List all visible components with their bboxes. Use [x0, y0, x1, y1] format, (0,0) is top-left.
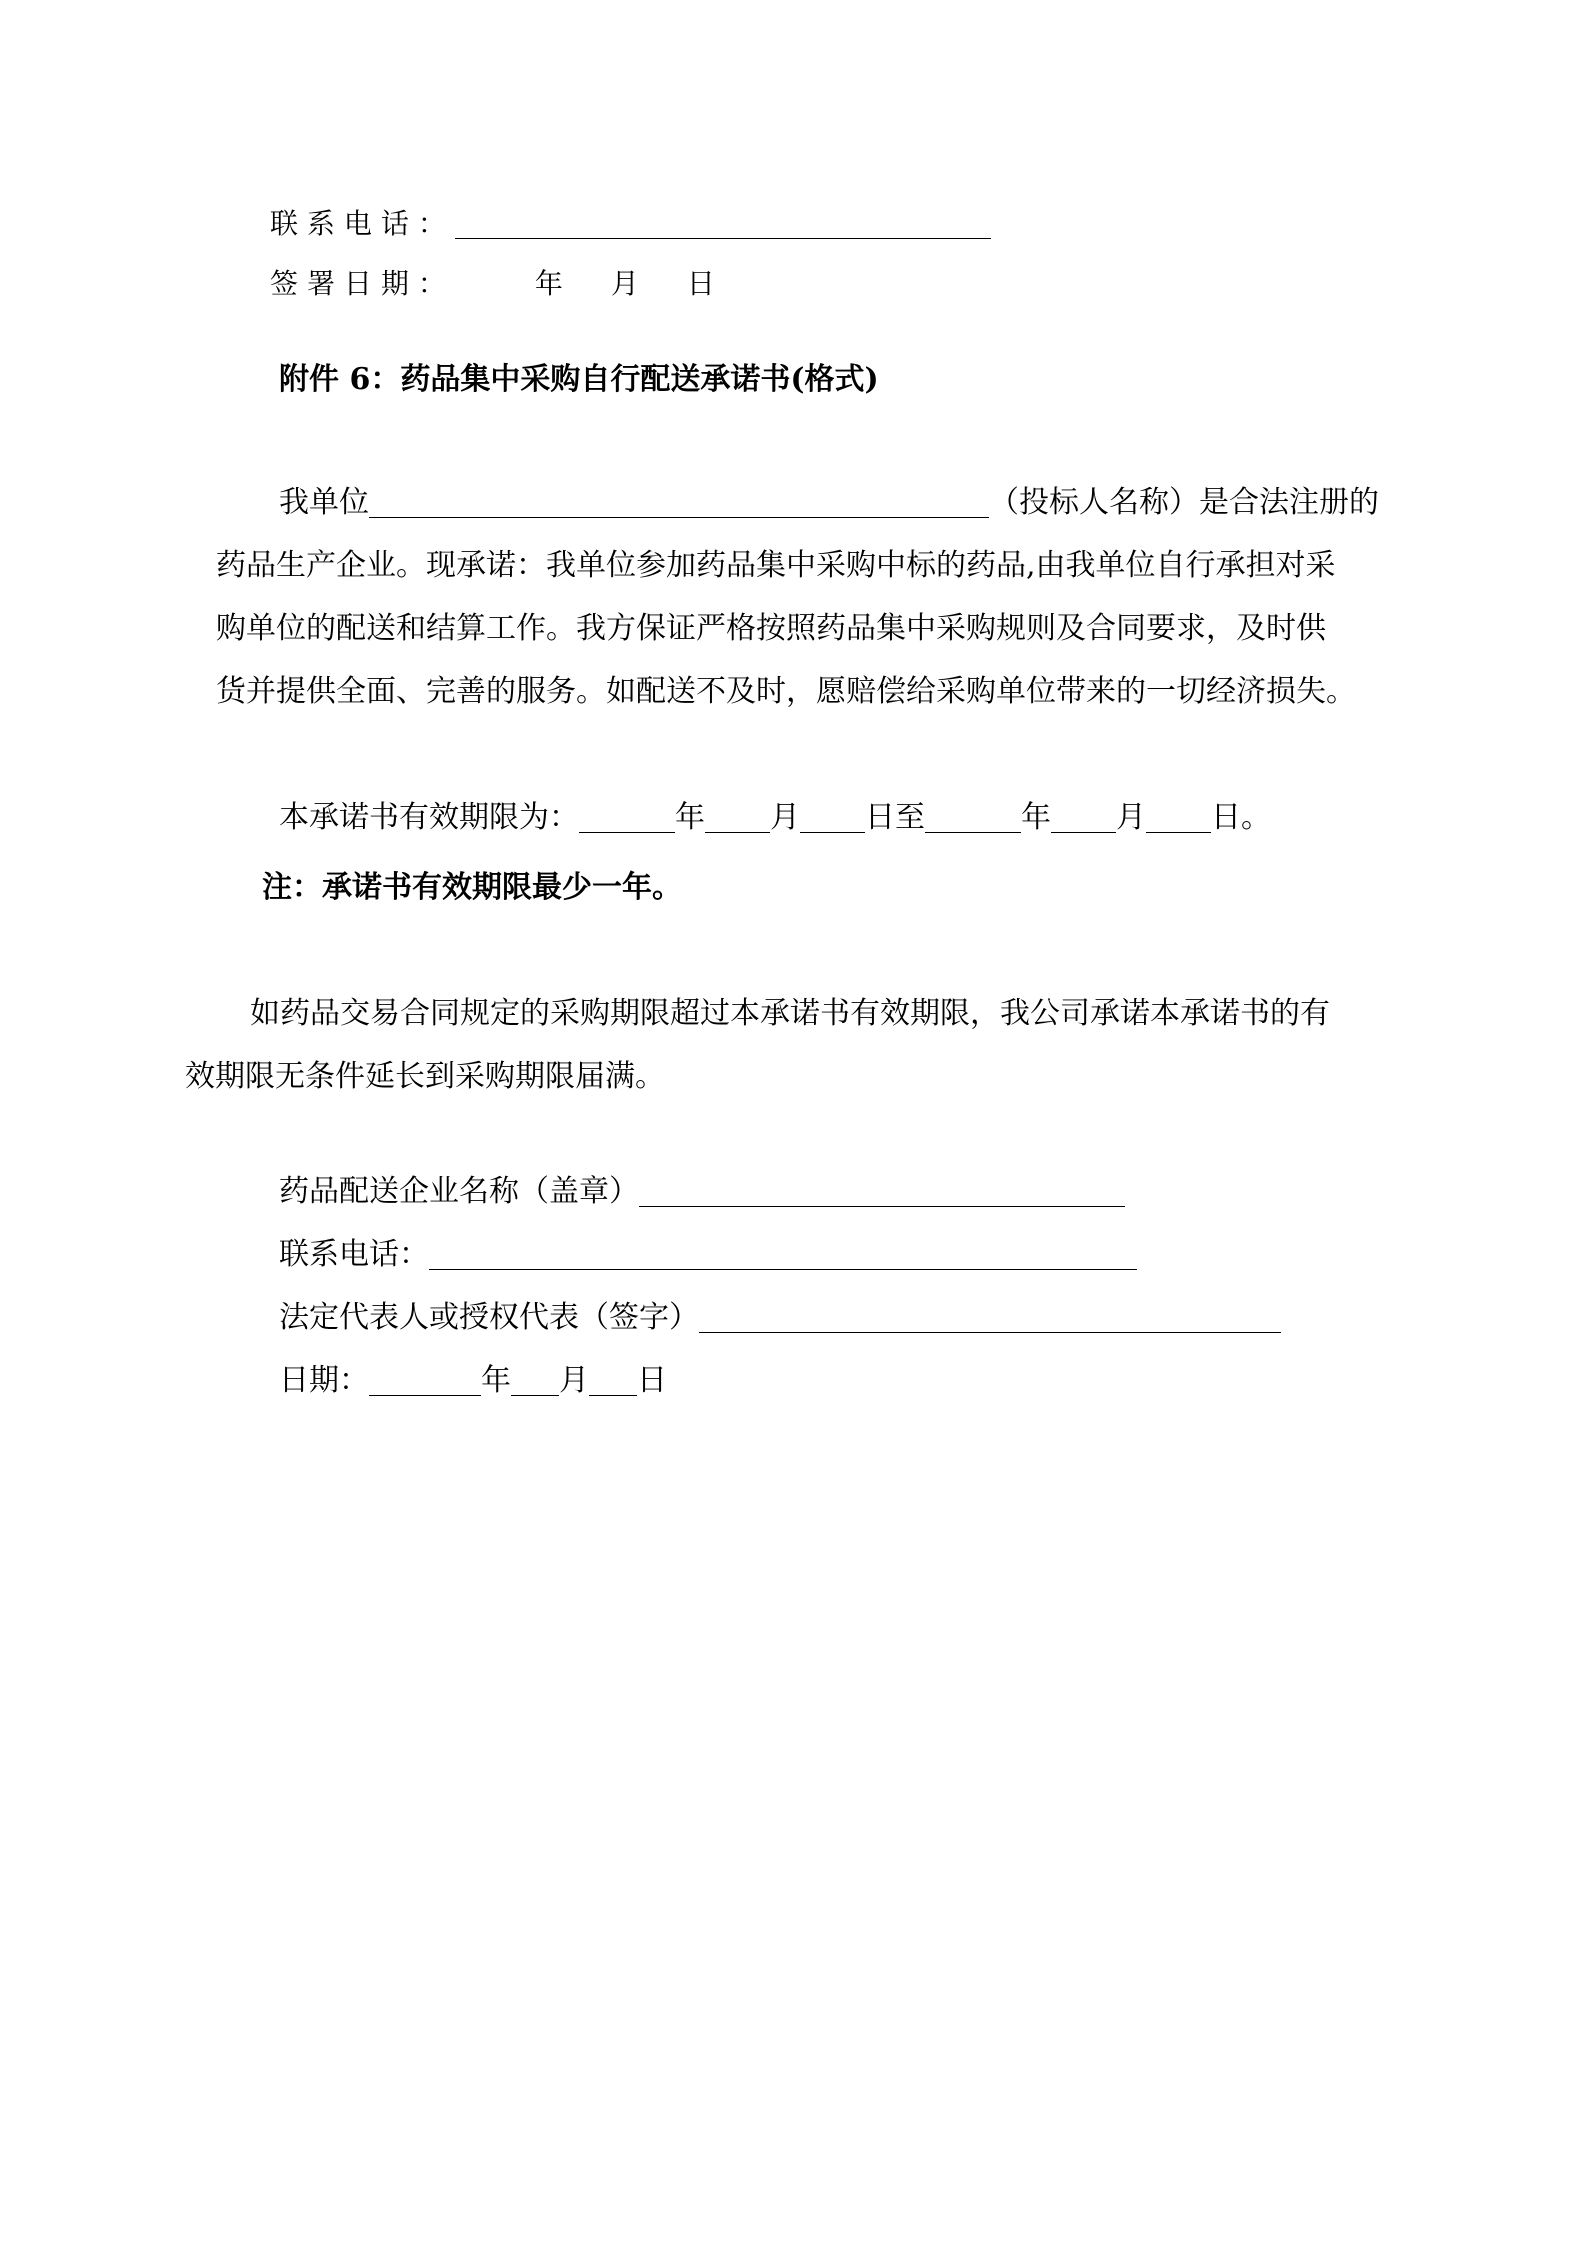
- validity-end-month: 月: [1116, 800, 1146, 835]
- attachment-title: 附件 6：药品集中采购自行配送承诺书(格式): [279, 362, 879, 397]
- commitment-line-2: 药品生产企业。现承诺：我单位参加药品集中采购中标的药品,由我单位自行承担对采: [216, 548, 1336, 583]
- validity-day-end: 日。: [1211, 800, 1271, 835]
- rep-signature-blank: [699, 1302, 1281, 1333]
- signoff-phone-line: [279, 1239, 1137, 1270]
- prev-year: 年: [534, 267, 563, 300]
- validity-end-day-blank: [1146, 802, 1211, 833]
- validity-end-month-blank: [1051, 802, 1116, 833]
- signoff-company-line: [279, 1176, 1125, 1207]
- signoff-day-blank: [589, 1365, 637, 1396]
- signoff-phone-label: 联系电话：: [279, 1237, 429, 1272]
- signoff-rep-line: [279, 1302, 1281, 1333]
- extension-line-1: 如药品交易合同规定的采购期限超过本承诺书有效期限，我公司承诺本承诺书的有: [250, 996, 1330, 1031]
- prev-phone-line: [270, 208, 991, 239]
- prev-sign-date-line: [270, 267, 715, 300]
- signoff-month-blank: [511, 1365, 559, 1396]
- validity-line: [279, 802, 1271, 833]
- validity-end-year-blank: [925, 802, 1021, 833]
- commitment-line-4: 货并提供全面、完善的服务。如配送不及时，愿赔偿给采购单位带来的一切经济损失。: [216, 674, 1356, 709]
- commitment-line-1: [279, 487, 1379, 518]
- note-text: 注：承诺书有效期限最少一年。: [262, 870, 682, 905]
- signoff-year-blank: [369, 1365, 481, 1396]
- extension-line-2: 效期限无条件延长到采购期限届满。: [185, 1059, 665, 1094]
- validity-label: 本承诺书有效期限为：: [279, 800, 579, 835]
- validity-end-year: 年: [1021, 800, 1051, 835]
- signoff-date-label: 日期：: [279, 1363, 369, 1398]
- signoff-year: 年: [481, 1363, 511, 1398]
- validity-start-year: 年: [675, 800, 705, 835]
- company-label: 药品配送企业名称（盖章）: [279, 1174, 639, 1209]
- signoff-phone-blank: [429, 1239, 1137, 1270]
- commitment-prefix: 我单位: [279, 485, 369, 520]
- prev-sign-date-label: 签署日期：: [270, 267, 455, 300]
- validity-day-to: 日至: [865, 800, 925, 835]
- signoff-month: 月: [559, 1363, 589, 1398]
- rep-label: 法定代表人或授权代表（签字）: [279, 1300, 699, 1335]
- prev-phone-blank: [455, 208, 991, 239]
- prev-phone-label: 联系电话：: [270, 207, 455, 240]
- bidder-name-blank: [369, 487, 989, 518]
- commitment-line-3: 购单位的配送和结算工作。我方保证严格按照药品集中采购规则及合同要求，及时供: [216, 611, 1326, 646]
- signoff-day: 日: [637, 1363, 667, 1398]
- validity-start-month-blank: [705, 802, 770, 833]
- validity-start-year-blank: [579, 802, 675, 833]
- validity-start-month: 月: [770, 800, 800, 835]
- prev-month: 月: [610, 267, 639, 300]
- commitment-suffix: （投标人名称）是合法注册的: [989, 485, 1379, 520]
- company-name-blank: [639, 1176, 1125, 1207]
- prev-day: 日: [686, 267, 715, 300]
- signoff-date-line: [279, 1365, 667, 1396]
- validity-start-day-blank: [800, 802, 865, 833]
